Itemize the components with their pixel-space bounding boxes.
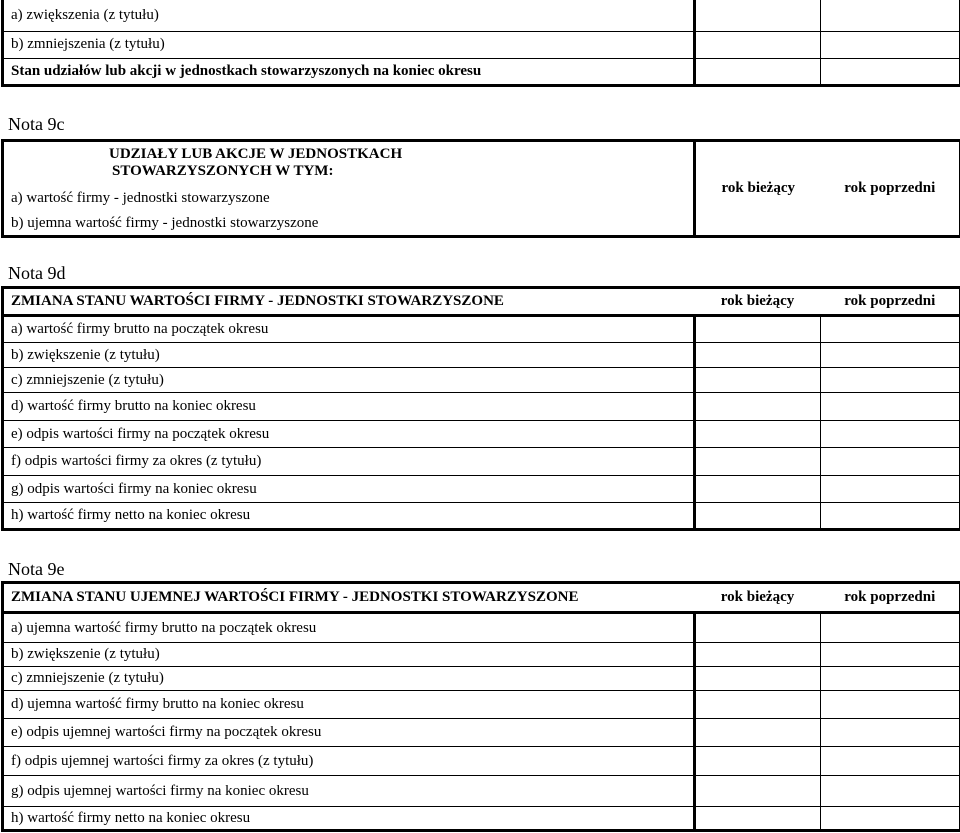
col-header-current-year: rok bieżący	[695, 583, 821, 613]
nota-9c-header-line2: STOWARZYSZONYCH W TYM:	[112, 163, 334, 180]
value-cell	[695, 613, 821, 643]
nota-9d-row-b: b) zwiększenie (z tytułu)	[3, 343, 695, 368]
col-header-current-year: rok bieżący	[695, 288, 821, 316]
nota-9e-row-d: d) ujemna wartość firmy brutto na koniec okresu	[3, 691, 695, 719]
value-cell	[695, 448, 821, 476]
row-increases: a) zwiększenia (z tytułu)	[3, 0, 695, 31]
value-cell	[695, 393, 821, 421]
value-cell	[695, 31, 821, 58]
value-cell	[821, 0, 960, 31]
value-cell	[695, 316, 821, 343]
value-cell	[695, 0, 821, 31]
col-header-previous-year: rok poprzedni	[844, 180, 936, 196]
nota-9d-row-d: d) wartość firmy brutto na koniec okresu	[3, 393, 695, 421]
value-cell	[695, 719, 821, 747]
value-cell	[695, 421, 821, 448]
value-cell	[695, 476, 821, 503]
value-cell	[821, 421, 960, 448]
value-cell	[695, 343, 821, 368]
nota-9d-table	[1, 286, 960, 531]
nota-9e-row-c: c) zmniejszenie (z tytułu)	[3, 667, 695, 691]
nota-9d-row-g: g) odpis wartości firmy na koniec okresu	[3, 476, 695, 503]
value-cell	[695, 667, 821, 691]
top-table	[1, 0, 960, 87]
value-cell	[821, 368, 960, 393]
nota-9d-row-c: c) zmniejszenie (z tytułu)	[3, 368, 695, 393]
col-header-previous-year: rok poprzedni	[821, 583, 960, 613]
nota-9e-row-a: a) ujemna wartość firmy brutto na początek okresu	[3, 613, 695, 643]
value-cell	[821, 643, 960, 667]
nota-9d-row-h: h) wartość firmy netto na koniec okresu	[11, 507, 251, 523]
nota-9c-title: Nota 9c	[8, 114, 65, 134]
value-cell	[821, 343, 960, 368]
value-cell	[821, 807, 960, 831]
value-cell	[695, 58, 821, 85]
value-cell	[821, 448, 960, 476]
value-cell	[695, 643, 821, 667]
value-cell	[695, 503, 821, 530]
value-cell	[821, 476, 960, 503]
nota-9d-row-a: a) wartość firmy brutto na początek okresu	[3, 316, 695, 343]
value-cell	[821, 316, 960, 343]
value-cell	[821, 719, 960, 747]
nota-9c-header	[3, 141, 695, 185]
nota-9d-row-f: f) odpis wartości firmy za okres (z tytułu)	[3, 448, 695, 476]
col-header-current-year: rok bieżący	[695, 141, 821, 237]
value-cell	[695, 747, 821, 776]
nota-9c-row-b: b) ujemna wartość firmy - jednostki stowarzyszone	[11, 214, 319, 231]
nota-9c-row-a: a) wartość firmy - jednostki stowarzyszone	[11, 189, 270, 206]
value-cell	[695, 807, 821, 831]
value-cell	[821, 31, 960, 58]
nota-9d-header: ZMIANA STANU WARTOŚCI FIRMY - JEDNOSTKI STOWARZYSZONE	[3, 288, 695, 316]
value-cell	[695, 368, 821, 393]
row-decreases: b) zmniejszenia (z tytułu)	[3, 31, 695, 58]
nota-9e-table	[1, 581, 960, 832]
value-cell	[821, 667, 960, 691]
value-cell	[821, 776, 960, 807]
col-header-previous-year: rok poprzedni	[821, 288, 960, 316]
value-cell	[695, 691, 821, 719]
value-cell	[821, 503, 960, 530]
nota-9d-title: Nota 9d	[8, 263, 66, 283]
value-cell	[821, 393, 960, 421]
nota-9e-row-f: f) odpis ujemnej wartości firmy za okres (z tytułu)	[3, 747, 695, 776]
value-cell	[821, 58, 960, 85]
nota-9d-row-e: e) odpis wartości firmy na początek okresu	[3, 421, 695, 448]
nota-9e-row-g: g) odpis ujemnej wartości firmy na koniec okresu	[3, 776, 695, 807]
nota-9e-row-e: e) odpis ujemnej wartości firmy na początek okresu	[3, 719, 695, 747]
value-cell	[821, 747, 960, 776]
row-total-end-of-period: Stan udziałów lub akcji w jednostkach stowarzyszonych na koniec okresu	[11, 62, 482, 79]
value-cell	[821, 613, 960, 643]
value-cell	[821, 691, 960, 719]
nota-9e-header: ZMIANA STANU UJEMNEJ WARTOŚCI FIRMY - JEDNOSTKI STOWARZYSZONE	[3, 583, 695, 613]
nota-9c-table	[1, 139, 960, 238]
nota-9e-row-b: b) zwiększenie (z tytułu)	[3, 643, 695, 667]
value-cell	[695, 776, 821, 807]
nota-9e-row-h: h) wartość firmy netto na koniec okresu	[11, 809, 251, 826]
nota-9c-header-line1: UDZIAŁY LUB AKCJE W JEDNOSTKACH	[109, 146, 403, 163]
nota-9e-title: Nota 9e	[8, 559, 65, 579]
